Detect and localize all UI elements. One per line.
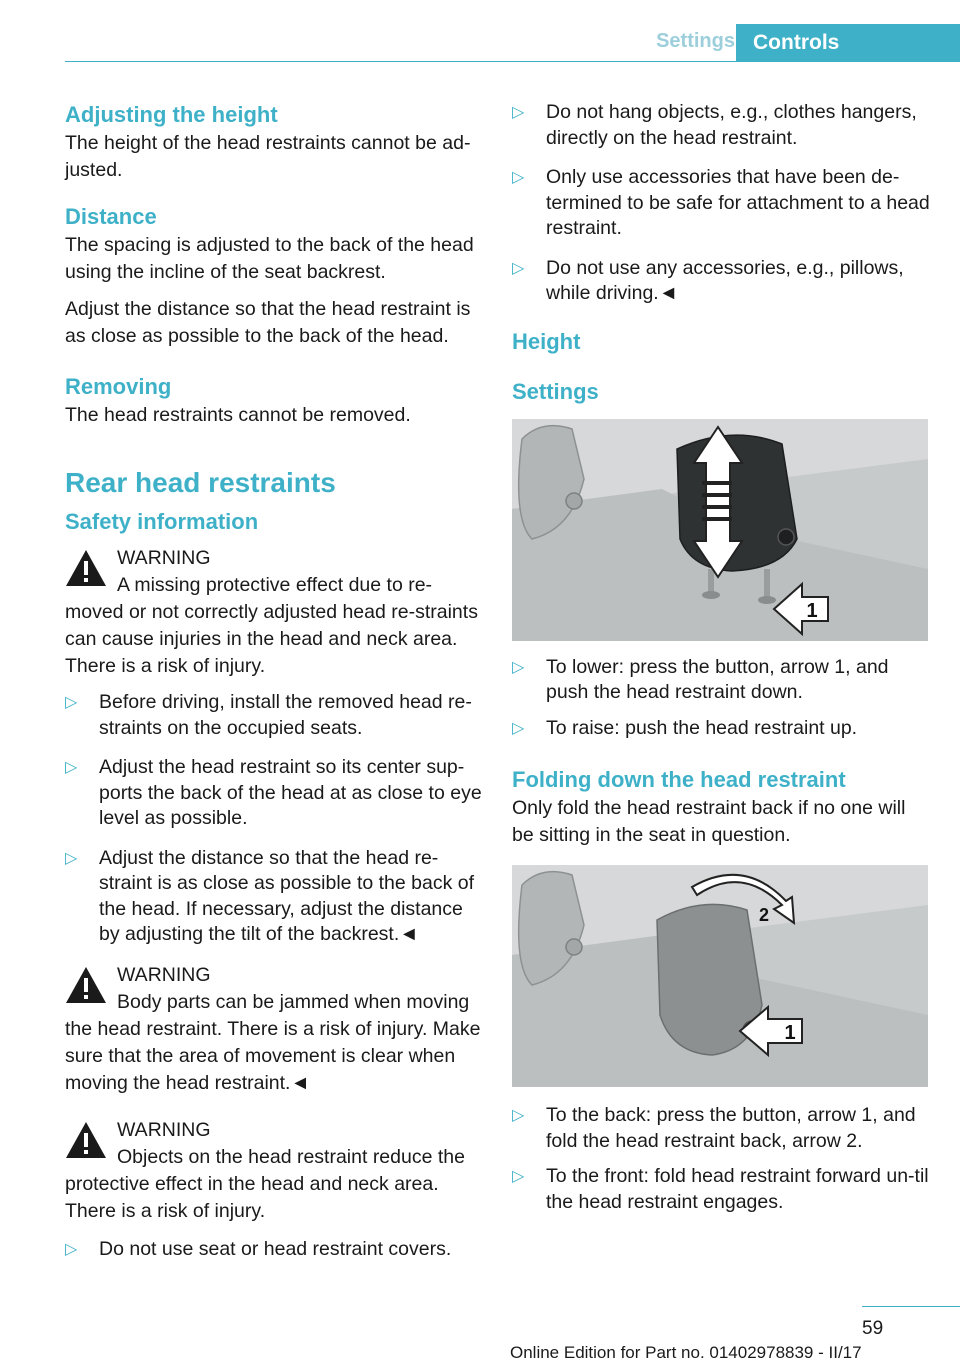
bullet-list-fold bbox=[512, 1103, 932, 1215]
heading-distance: Distance bbox=[65, 204, 157, 229]
page-number: 59 bbox=[862, 1318, 884, 1339]
header-rule bbox=[65, 61, 960, 62]
head-restraint-height-illustration bbox=[512, 419, 928, 641]
list-item: ▷ To the front: fold head restraint forward un‐til the head restraint engages. bbox=[512, 1164, 932, 1215]
triangle-bullet-icon: ▷ bbox=[65, 759, 78, 776]
heading-removing: Removing bbox=[65, 374, 172, 399]
triangle-bullet-icon: ▷ bbox=[512, 719, 525, 737]
heading-safety-information: Safety information bbox=[65, 509, 259, 534]
triangle-bullet-icon: ▷ bbox=[512, 169, 525, 186]
heading-settings: Settings bbox=[512, 378, 599, 404]
warning-block-1 bbox=[65, 545, 485, 680]
folding-text: Only fold the head restraint back if no one will be sitting in the seat in question. bbox=[512, 797, 906, 846]
warning-text: Body parts can be jammed when moving the head restraint. There is a risk of injury. Make sure that the area of movement is clear when moving the head restraint.◄ bbox=[65, 990, 481, 1094]
list-item: ▷ Before driving, install the removed head re‐straints on the occupied seats. bbox=[65, 690, 485, 741]
heading-rear-head-restraints: Rear head restraints bbox=[65, 467, 336, 498]
triangle-bullet-icon: ▷ bbox=[512, 658, 525, 676]
removing-text: The head restraints cannot be removed. bbox=[65, 404, 411, 426]
right-column bbox=[512, 100, 932, 1215]
list-item: ▷ To lower: press the button, arrow 1, and push the head restraint down. bbox=[512, 655, 932, 706]
triangle-bullet-icon: ▷ bbox=[512, 259, 525, 277]
heading-folding-down: Folding down the head restraint bbox=[512, 767, 846, 792]
heading-adjusting-height: Adjusting the height bbox=[65, 102, 278, 127]
warning-label: WARNING bbox=[117, 1118, 211, 1141]
bullet-list-2 bbox=[65, 1237, 485, 1263]
list-item: ▷ To the back: press the button, arrow 1, and fold the head restraint back, arrow 2. bbox=[512, 1103, 932, 1154]
list-item: ▷ Only use accessories that have been de‐termined to be safe for attachment to a head restraint. bbox=[512, 165, 932, 242]
bullet-list-height bbox=[512, 655, 932, 742]
warning-text: Objects on the head restraint reduce the protective effect in the head and neck area. There is a risk of injury. bbox=[65, 1145, 465, 1222]
footer-rule bbox=[862, 1306, 960, 1307]
bullet-list-top bbox=[512, 100, 932, 307]
heading-height: Height bbox=[512, 328, 581, 354]
bullet-list-1 bbox=[65, 690, 485, 948]
list-item: ▷ Do not hang objects, e.g., clothes hangers, directly on the head restraint. bbox=[512, 100, 932, 151]
distance-text-1: The spacing is adjusted to the back of the head using the incline of the seat backrest. bbox=[65, 234, 474, 283]
figure-callout-1: 1 bbox=[806, 599, 818, 622]
triangle-bullet-icon: ▷ bbox=[512, 1168, 525, 1185]
header-chapter-tab bbox=[736, 24, 960, 61]
header-section: Settings bbox=[656, 30, 735, 52]
figure-head-restraint-height bbox=[512, 419, 928, 641]
distance-text-2: Adjust the distance so that the head restraint is as close as possible to the back of the head. bbox=[65, 298, 471, 347]
edition-note: Online Edition for Part no. 01402978839 - II/17 bbox=[510, 1343, 862, 1362]
left-column bbox=[65, 100, 485, 1262]
warning-triangle-icon bbox=[65, 966, 107, 1004]
warning-label: WARNING bbox=[117, 547, 211, 569]
head-restraint-fold-illustration bbox=[512, 865, 928, 1087]
warning-triangle-icon bbox=[65, 1121, 107, 1159]
warning-label: WARNING bbox=[117, 963, 211, 986]
warning-block-3 bbox=[65, 1117, 485, 1225]
warning-block-2 bbox=[65, 962, 485, 1097]
list-item: ▷ To raise: push the head restraint up. bbox=[512, 716, 932, 742]
figure-callout-2: 2 bbox=[758, 905, 770, 925]
triangle-bullet-icon: ▷ bbox=[512, 1107, 525, 1124]
list-item: ▷ Do not use any accessories, e.g., pillows, while driving.◄ bbox=[512, 256, 932, 307]
list-item: ▷ Do not use seat or head restraint covers. bbox=[65, 1237, 485, 1263]
adjusting-height-text: The height of the head restraints cannot be ad‐justed. bbox=[65, 132, 471, 181]
triangle-bullet-icon: ▷ bbox=[65, 849, 78, 867]
figure-head-restraint-fold bbox=[512, 865, 928, 1087]
figure-callout-1: 1 bbox=[784, 1022, 796, 1044]
list-item: ▷ Adjust the head restraint so its center sup‐ports the back of the head at as close to eye level as possible. bbox=[65, 755, 485, 832]
warning-text: A missing protective effect due to re‐moved or not correctly adjusted head re‐straints can cause injuries in the head and neck area. There is a risk of injury. bbox=[65, 574, 478, 677]
warning-triangle-icon bbox=[65, 549, 107, 587]
triangle-bullet-icon: ▷ bbox=[512, 104, 525, 121]
triangle-bullet-icon: ▷ bbox=[65, 1240, 78, 1258]
list-item: ▷ Adjust the distance so that the head re‐straint is as close as possible to the back of the head. If necessary, adjust the distance by adjusting the tilt of the backrest.◄ bbox=[65, 846, 485, 948]
triangle-bullet-icon: ▷ bbox=[65, 694, 78, 711]
header-chapter: Controls bbox=[753, 31, 840, 54]
